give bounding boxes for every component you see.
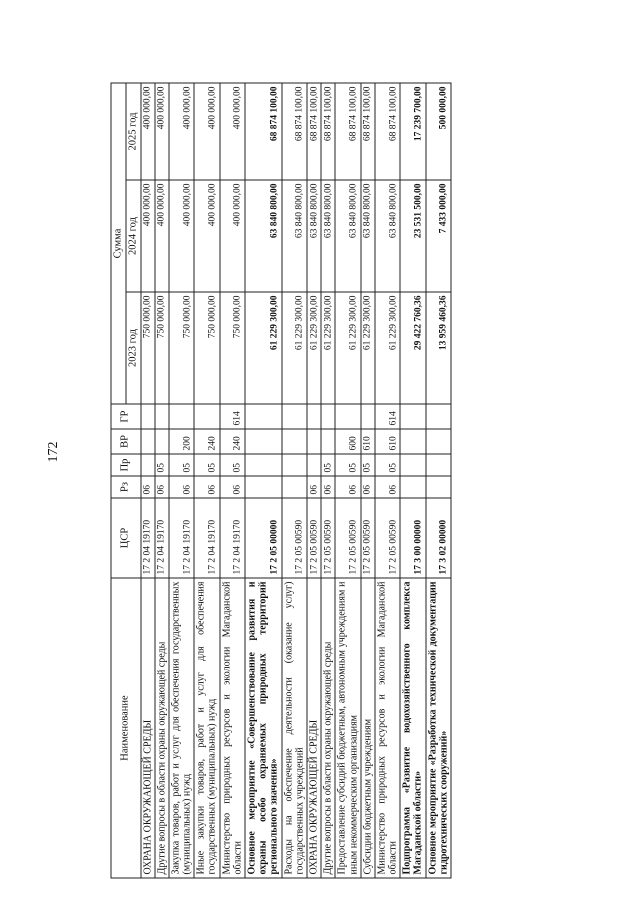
table-cell-2024: 63 840 800,00	[282, 180, 307, 292]
table-cell-rz: 06	[361, 476, 375, 498]
table-cell-2025: 400 000,00	[155, 82, 169, 179]
header-2024: 2024 год	[126, 180, 141, 292]
header-vr: ВР	[111, 429, 141, 454]
table-row	[307, 82, 321, 877]
table-cell-vr: 200	[169, 429, 194, 454]
table-cell-2025: 17 239 700,00	[400, 82, 425, 179]
table-cell-2024: 400 000,00	[194, 180, 219, 292]
table-cell-2023: 13 959 460,36	[426, 292, 451, 404]
table-cell-rz: 06	[220, 476, 245, 498]
table-cell-gr: 614	[220, 404, 245, 429]
table-cell-name: Закупка товаров, работ и услуг для обеспечения государственных (муниципальных) нужд	[169, 578, 194, 878]
table-cell-2024: 63 840 800,00	[335, 180, 360, 292]
table-cell-vr	[400, 429, 425, 454]
table-cell-2024: 23 531 500,00	[400, 180, 425, 292]
table-row	[169, 82, 194, 877]
table-cell-gr	[245, 404, 282, 429]
table-cell-pr: 05	[169, 454, 194, 476]
table-cell-csr: 17 2 05 00590	[321, 498, 335, 578]
table-cell-gr	[400, 404, 425, 429]
table-cell-2025: 68 874 100,00	[307, 82, 321, 179]
table-cell-name: Другие вопросы в области охраны окружающей среды	[155, 578, 169, 878]
header-gr: ГР	[111, 404, 141, 429]
table-cell-2025: 68 874 100,00	[321, 82, 335, 179]
table-cell-rz	[400, 476, 425, 498]
table-cell-rz: 06	[375, 476, 400, 498]
table-cell-gr	[169, 404, 194, 429]
table-cell-csr: 17 2 05 00590	[361, 498, 375, 578]
table-cell-2024: 400 000,00	[169, 180, 194, 292]
table-cell-2024: 63 840 800,00	[361, 180, 375, 292]
table-cell-gr	[321, 404, 335, 429]
table-cell-2025: 68 874 100,00	[375, 82, 400, 179]
table-cell-name: Другие вопросы в области охраны окружающей среды	[321, 578, 335, 878]
table-row	[141, 82, 155, 877]
table-cell-pr	[307, 454, 321, 476]
table-cell-name: Министерство природных ресурсов и экологии Магаданской области	[375, 578, 400, 878]
table-cell-pr	[400, 454, 425, 476]
table-cell-gr	[194, 404, 219, 429]
table-row	[335, 82, 360, 877]
table-cell-2023: 750 000,00	[155, 292, 169, 404]
table-cell-csr: 17 2 05 00000	[245, 498, 282, 578]
table-cell-2023: 61 229 300,00	[321, 292, 335, 404]
table-cell-2023: 750 000,00	[141, 292, 155, 404]
table-cell-2025: 68 874 100,00	[335, 82, 360, 179]
table-cell-csr: 17 2 04 19170	[194, 498, 219, 578]
page-number: 172	[46, 441, 61, 463]
table-header	[111, 82, 141, 877]
table-cell-2023: 61 229 300,00	[282, 292, 307, 404]
header-pr: Пр	[111, 454, 141, 476]
table-row	[321, 82, 335, 877]
table-cell-name: Иные закупки товаров, работ и услуг для обеспечения государственных (муниципальных) нужд	[194, 578, 219, 878]
table-cell-pr: 05	[220, 454, 245, 476]
table-cell-rz	[245, 476, 282, 498]
table-cell-rz	[426, 476, 451, 498]
table-row	[426, 82, 451, 877]
header-2025: 2025 год	[126, 82, 141, 179]
table-cell-vr: 600	[335, 429, 360, 454]
table-cell-name: Расходы на обеспечение деятельности (оказание услуг) государственных учреждений	[282, 578, 307, 878]
table-cell-2023: 61 229 300,00	[375, 292, 400, 404]
table-cell-gr	[307, 404, 321, 429]
table-cell-gr	[282, 404, 307, 429]
table-cell-csr: 17 2 04 19170	[141, 498, 155, 578]
table-row	[245, 82, 282, 877]
table-row	[155, 82, 169, 877]
table-cell-rz: 06	[169, 476, 194, 498]
table-row	[400, 82, 425, 877]
table-cell-2025: 68 874 100,00	[245, 82, 282, 179]
table-cell-gr	[361, 404, 375, 429]
table-row	[220, 82, 245, 877]
table-cell-rz: 06	[335, 476, 360, 498]
table-cell-pr: 05	[361, 454, 375, 476]
table-cell-name: Основное мероприятие «Разработка технической документации гидротехнических сооружений»	[426, 578, 451, 878]
table-cell-name: Основное мероприятие «Совершенствование развития и охраны особо охраняемых природных территорий регионального значения»	[245, 578, 282, 878]
table-cell-pr: 05	[194, 454, 219, 476]
table-cell-2025: 68 874 100,00	[282, 82, 307, 179]
table-cell-rz: 06	[194, 476, 219, 498]
table-cell-rz: 06	[307, 476, 321, 498]
table-cell-pr	[141, 454, 155, 476]
table-cell-vr	[307, 429, 321, 454]
table-cell-2024: 63 840 800,00	[375, 180, 400, 292]
table-cell-csr: 17 2 05 00590	[335, 498, 360, 578]
table-cell-pr: 05	[335, 454, 360, 476]
table-cell-pr	[426, 454, 451, 476]
table-cell-name: Министерство природных ресурсов и экологии Магаданской области	[220, 578, 245, 878]
table-cell-2024: 7 433 000,00	[426, 180, 451, 292]
table-cell-pr: 05	[155, 454, 169, 476]
table-cell-vr	[155, 429, 169, 454]
table-cell-pr	[245, 454, 282, 476]
header-rz: Рз	[111, 476, 141, 498]
table-cell-2024: 63 840 800,00	[245, 180, 282, 292]
table-cell-vr: 240	[220, 429, 245, 454]
header-sum: Сумма	[111, 82, 126, 403]
table-cell-2023: 61 229 300,00	[361, 292, 375, 404]
table-cell-name: Предоставление субсидий бюджетным, автономным учреждениям и иным некоммерческим организациям	[335, 578, 360, 878]
table-cell-2025: 400 000,00	[220, 82, 245, 179]
table-cell-vr	[321, 429, 335, 454]
table-cell-2024: 400 000,00	[141, 180, 155, 292]
table-cell-2023: 750 000,00	[169, 292, 194, 404]
table-cell-csr: 17 2 04 19170	[169, 498, 194, 578]
table-cell-vr: 610	[375, 429, 400, 454]
table-cell-vr: 610	[361, 429, 375, 454]
table-cell-pr	[282, 454, 307, 476]
rotated-table-container	[111, 83, 546, 878]
table-cell-2023: 750 000,00	[220, 292, 245, 404]
table-cell-rz: 06	[321, 476, 335, 498]
table-cell-2023: 61 229 300,00	[307, 292, 321, 404]
table-cell-gr	[426, 404, 451, 429]
table-row	[361, 82, 375, 877]
table-cell-csr: 17 2 05 00590	[307, 498, 321, 578]
header-csr: ЦСР	[111, 498, 141, 578]
table-cell-csr: 17 3 02 00000	[426, 498, 451, 578]
table-cell-csr: 17 2 05 00590	[282, 498, 307, 578]
table-cell-vr	[245, 429, 282, 454]
header-name: Наименование	[111, 578, 141, 878]
table-cell-name: ОХРАНА ОКРУЖАЮЩЕЙ СРЕДЫ	[141, 578, 155, 878]
table-cell-name: Субсидии бюджетным учреждениям	[361, 578, 375, 878]
table-cell-2025: 68 874 100,00	[361, 82, 375, 179]
table-cell-vr	[141, 429, 155, 454]
table-cell-vr: 240	[194, 429, 219, 454]
table-cell-name: ОХРАНА ОКРУЖАЮЩЕЙ СРЕДЫ	[307, 578, 321, 878]
table-cell-2023: 29 422 760,36	[400, 292, 425, 404]
table-cell-2023: 750 000,00	[194, 292, 219, 404]
table-row	[194, 82, 219, 877]
table-cell-rz	[282, 476, 307, 498]
table-cell-pr: 05	[375, 454, 400, 476]
table-row	[375, 82, 400, 877]
table-cell-gr: 614	[375, 404, 400, 429]
table-cell-2025: 400 000,00	[194, 82, 219, 179]
table-cell-2025: 400 000,00	[169, 82, 194, 179]
table-cell-vr	[426, 429, 451, 454]
table-cell-2023: 61 229 300,00	[245, 292, 282, 404]
table-cell-name: Подпрограмма «Развитие водохозяйственного комплекса Магаданской области»	[400, 578, 425, 878]
table-cell-csr: 17 2 04 19170	[155, 498, 169, 578]
table-cell-vr	[282, 429, 307, 454]
table-body	[141, 82, 452, 877]
table-cell-2024: 63 840 800,00	[321, 180, 335, 292]
table-cell-pr: 05	[321, 454, 335, 476]
table-cell-2025: 500 000,00	[426, 82, 451, 179]
table-cell-2024: 400 000,00	[220, 180, 245, 292]
table-cell-csr: 17 3 00 00000	[400, 498, 425, 578]
table-cell-csr: 17 2 04 19170	[220, 498, 245, 578]
table-cell-gr	[141, 404, 155, 429]
budget-table	[111, 82, 452, 878]
table-cell-2024: 63 840 800,00	[307, 180, 321, 292]
table-cell-csr: 17 2 05 00590	[375, 498, 400, 578]
table-cell-gr	[335, 404, 360, 429]
table-cell-2024: 400 000,00	[155, 180, 169, 292]
table-cell-rz: 06	[155, 476, 169, 498]
table-cell-gr	[155, 404, 169, 429]
header-2023: 2023 год	[126, 292, 141, 404]
table-cell-rz: 06	[141, 476, 155, 498]
table-row	[282, 82, 307, 877]
table-cell-2025: 400 000,00	[141, 82, 155, 179]
table-cell-2023: 61 229 300,00	[335, 292, 360, 404]
